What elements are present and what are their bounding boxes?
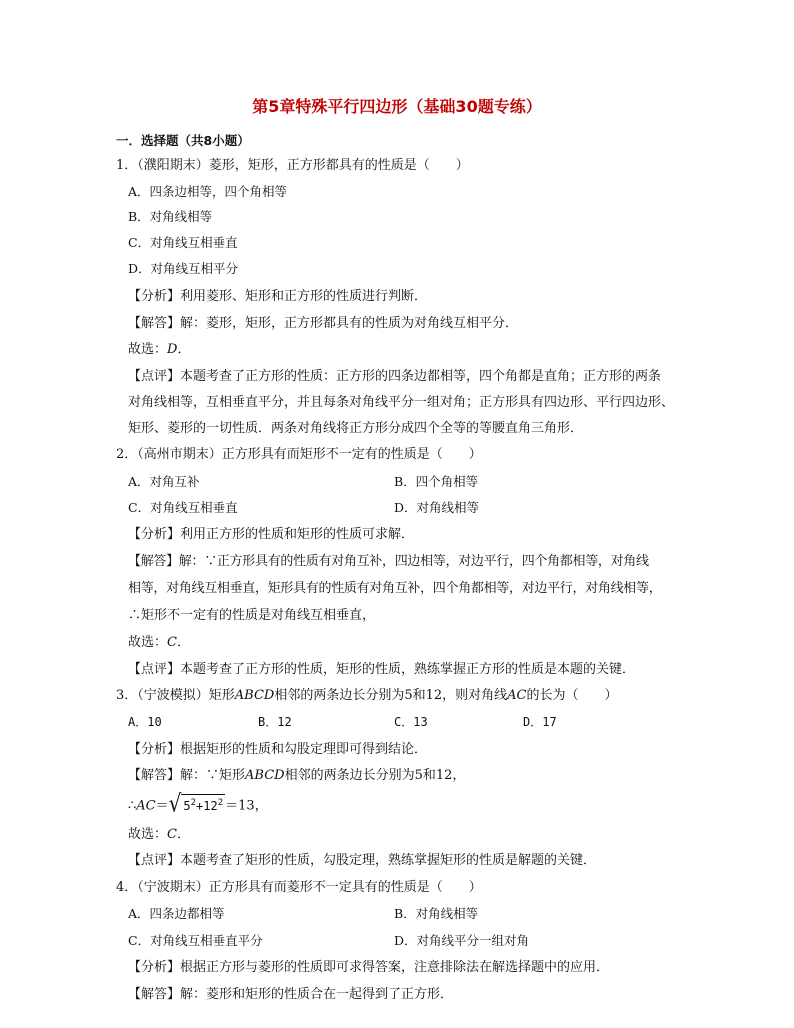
square-root [168,788,226,818]
q3-option-d: D．17 [523,715,557,729]
page-title: 第5章特殊平行四边形（基础30题专练） [252,97,542,116]
q3-stem-middle: 相邻的两条边长分别为5和12，则对角线 [274,688,508,703]
calc-result: ＝13， [225,798,268,814]
q3-stem-abcd: ABCD [234,688,275,703]
calc-ac: AC [136,798,156,814]
radical-sign: √ [168,788,182,818]
choice-letter: D [167,342,178,357]
q4-option-a: A．四条边都相等 [128,906,225,921]
q4-answer: 【解答】解：菱形和矩形的性质合在一起得到了正方形． [128,987,454,1002]
q3-analysis: 【分析】根据矩形的性质和勾股定理即可得到结论． [128,742,428,757]
q1-option-c: C．对角线互相垂直 [128,235,238,250]
q2-stem: 2．（高州市期末）正方形具有而矩形不一定有的性质是（ ） [116,447,482,462]
q3-stem-suffix: 的长为（ ） [526,688,618,703]
choice-suffix: ． [176,635,190,650]
q1-choice [128,341,190,358]
q4-option-b: B．对角线相等 [394,906,479,921]
q1-answer: 【解答】解：菱形，矩形，正方形都具有的性质为对角线互相平分． [128,316,519,331]
q1-option-d: D．对角线互相平分 [128,261,239,276]
choice-prefix: 故选： [128,342,168,357]
calc-equals: ＝ [155,798,169,814]
q3-answer-abcd: ABCD [245,768,285,783]
q2-comment: 【点评】本题考查了正方形的性质，矩形的性质，熟练掌握正方形的性质是本题的关键． [128,662,636,677]
q2-option-d: D．对角线相等 [394,500,480,515]
q2-answer-line-2: 相等，对角线互相垂直，矩形具有的性质有对角互补，四个角都相等，对边平行，对角线相等， [128,581,662,596]
q3-comment: 【点评】本题考查了矩形的性质，勾股定理，熟练掌握矩形的性质是解题的关键． [128,853,597,868]
q3-calculation [128,788,268,818]
choice-suffix: ． [176,827,190,842]
q2-option-a: A．对角互补 [128,474,200,489]
q3-answer-suffix: 相邻的两条边长分别为5和12， [284,768,466,783]
section-heading: 一．选择题（共8小题） [116,133,250,148]
choice-letter: C [167,635,177,650]
calc-base-2: 12 [203,799,218,813]
q1-analysis: 【分析】利用菱形、矩形和正方形的性质进行判断． [128,289,428,304]
calc-exp-2: 2 [217,798,224,808]
q2-choice [128,634,190,651]
q1-stem: 1．（濮阳期末）菱形，矩形，正方形都具有的性质是（ ） [116,158,469,173]
choice-prefix: 故选： [128,827,168,842]
q2-option-b: B．四个角相等 [394,474,479,489]
q3-stem-prefix: 3．（宁波模拟）矩形 [116,688,235,703]
choice-letter: C [167,827,177,842]
q3-option-b: B．12 [258,715,292,729]
choice-suffix: ． [177,342,191,357]
q1-option-a: A．四条边相等，四个角相等 [128,184,288,199]
radicand [181,794,225,814]
q4-stem: 4．（宁波期末）正方形具有而菱形不一定具有的性质是（ ） [116,880,482,895]
q2-analysis: 【分析】利用正方形的性质和矩形的性质可求解． [128,527,415,542]
q4-option-d: D．对角线平分一组对角 [394,933,530,948]
q3-answer-prefix: 【解答】解：∵矩形 [128,768,246,783]
calc-base-1: 5 [183,799,191,813]
q1-option-b: B．对角线相等 [128,209,213,224]
q2-option-c: C．对角线互相垂直 [128,500,238,515]
q2-answer-line-3: ∴矩形不一定有的性质是对角线互相垂直， [128,608,376,623]
q1-comment-line-2: 对角线相等，互相垂直平分，并且每条对角线平分一组对角；正方形具有四边形、平行四边形、 [128,395,675,410]
calc-plus: + [196,799,204,813]
q4-option-c: C．对角线互相垂直平分 [128,933,263,948]
q3-stem-ac: AC [507,688,527,703]
q3-option-a: A．10 [128,715,162,729]
q2-answer-line-1: 【解答】解：∵正方形具有的性质有对角互补，四边相等，对边平行，四个角都相等，对角线 [128,554,649,569]
q3-answer [128,767,465,784]
calc-exp-1: 2 [190,798,197,808]
q3-option-c: C．13 [394,715,428,729]
q1-comment-line-3: 矩形、菱形的一切性质．两条对角线将正方形分成四个全等的等腰直角三角形． [128,421,584,436]
q4-analysis: 【分析】根据正方形与菱形的性质即可求得答案，注意排除法在解选择题中的应用． [128,960,610,975]
therefore-symbol: ∴ [128,798,137,814]
choice-prefix: 故选： [128,635,168,650]
q3-stem [116,687,618,704]
q1-comment-line-1: 【点评】本题考查了正方形的性质：正方形的四条边都相等，四个角都是直角；正方形的两条 [128,369,662,384]
q3-choice [128,826,190,843]
